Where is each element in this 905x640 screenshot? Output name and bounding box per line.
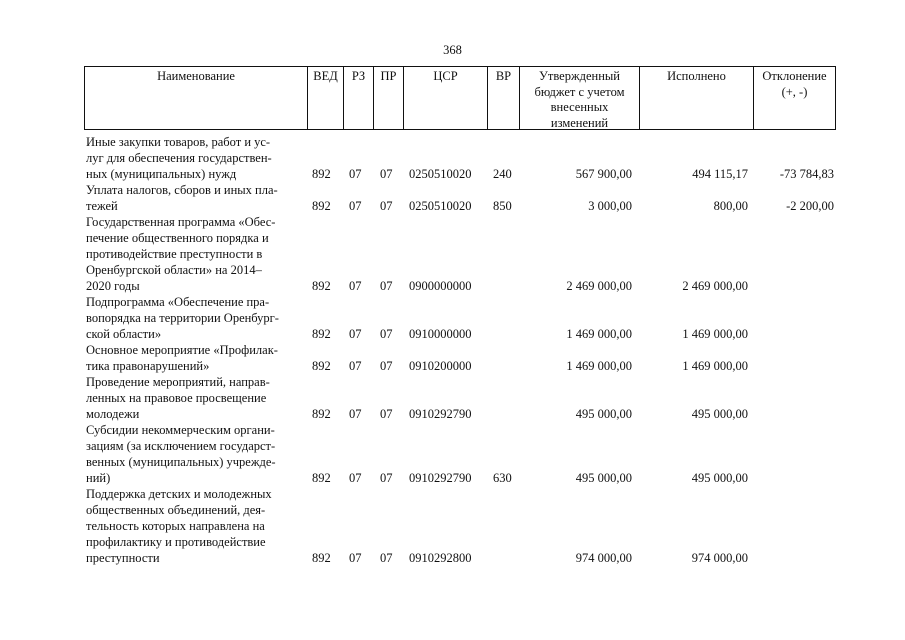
csr-cell: 0250510020	[409, 199, 472, 213]
deviation-cell: -73 784,83	[779, 167, 834, 181]
budget-cell: 3 000,00	[588, 199, 632, 213]
ved-cell: 892	[312, 471, 331, 485]
ved-cell: 892	[312, 551, 331, 565]
header-ved: ВЕД	[308, 67, 344, 129]
table-row	[84, 134, 836, 182]
executed-cell: 1 469 000,00	[682, 327, 748, 341]
pr-cell: 07	[380, 327, 393, 341]
header-rz: РЗ	[344, 67, 374, 129]
csr-cell: 0250510020	[409, 167, 472, 181]
pr-cell: 07	[380, 167, 393, 181]
executed-cell: 495 000,00	[691, 471, 748, 485]
budget-cell: 1 469 000,00	[566, 327, 632, 341]
row-name: Государственная программа «Обес- печение общественного порядка и противодействие преступности в Оренбургской области» на 2014– 2020 годы	[86, 215, 276, 293]
table-row	[84, 182, 836, 214]
rz-cell: 07	[349, 407, 362, 421]
ved-cell: 892	[312, 327, 331, 341]
rz-cell: 07	[349, 471, 362, 485]
executed-cell: 1 469 000,00	[682, 359, 748, 373]
executed-cell: 974 000,00	[691, 551, 748, 565]
table-header	[84, 66, 836, 130]
budget-cell: 2 469 000,00	[566, 279, 632, 293]
vr-cell: 240	[493, 167, 512, 181]
pr-cell: 07	[380, 551, 393, 565]
rz-cell: 07	[349, 167, 362, 181]
vr-cell: 850	[493, 199, 512, 213]
table-row	[84, 374, 836, 422]
rz-cell: 07	[349, 359, 362, 373]
header-budget: Утвержденный бюджет с учетом внесенных изменений	[520, 67, 640, 129]
row-name: Поддержка детских и молодежных общественных объединений, дея- тельность которых направлена на профилактику и противодействие преступности	[86, 487, 272, 565]
header-executed: Исполнено	[640, 67, 754, 129]
rz-cell: 07	[349, 551, 362, 565]
executed-cell: 495 000,00	[691, 407, 748, 421]
header-deviation: Отклонение (+, -)	[762, 69, 827, 99]
ved-cell: 892	[312, 279, 331, 293]
csr-cell: 0910292800	[409, 551, 472, 565]
budget-cell: 1 469 000,00	[566, 359, 632, 373]
table-row	[84, 294, 836, 342]
row-name: Основное мероприятие «Профилак- тика правонарушений»	[86, 343, 278, 373]
budget-cell: 974 000,00	[575, 551, 632, 565]
csr-cell: 0910292790	[409, 471, 472, 485]
pr-cell: 07	[380, 471, 393, 485]
table-row	[84, 342, 836, 374]
rz-cell: 07	[349, 327, 362, 341]
ved-cell: 892	[312, 359, 331, 373]
row-name: Проведение мероприятий, направ- ленных на правовое просвещение молодежи	[86, 375, 270, 421]
pr-cell: 07	[380, 359, 393, 373]
pr-cell: 07	[380, 199, 393, 213]
executed-cell: 494 115,17	[692, 167, 748, 181]
budget-cell: 567 900,00	[575, 167, 632, 181]
header-name: Наименование	[85, 67, 308, 129]
row-name: Субсидии некоммерческим органи- зациям (за исключением государст- венных (муниципальных) учрежде- ний)	[86, 423, 276, 485]
row-name: Уплата налогов, сборов и иных пла- тежей	[86, 183, 278, 213]
csr-cell: 0910200000	[409, 359, 472, 373]
ved-cell: 892	[312, 407, 331, 421]
vr-cell: 630	[493, 471, 512, 485]
page-number: 368	[443, 43, 462, 57]
rz-cell: 07	[349, 199, 362, 213]
ved-cell: 892	[312, 199, 331, 213]
header-pr: ПР	[374, 67, 404, 129]
pr-cell: 07	[380, 407, 393, 421]
ved-cell: 892	[312, 167, 331, 181]
csr-cell: 0900000000	[409, 279, 472, 293]
rz-cell: 07	[349, 279, 362, 293]
table-row	[84, 422, 836, 486]
row-name: Подпрограмма «Обеспечение пра- вопорядка на территории Оренбург- ской области»	[86, 295, 279, 341]
deviation-cell: -2 200,00	[786, 199, 834, 213]
table-row	[84, 486, 836, 566]
executed-cell: 2 469 000,00	[682, 279, 748, 293]
pr-cell: 07	[380, 279, 393, 293]
budget-cell: 495 000,00	[575, 407, 632, 421]
executed-cell: 800,00	[713, 199, 748, 213]
row-name: Иные закупки товаров, работ и ус- луг для обеспечения государствен- ных (муниципальных) нужд	[86, 135, 272, 181]
table-row	[84, 214, 836, 294]
header-vr: ВР	[488, 67, 520, 129]
csr-cell: 0910292790	[409, 407, 472, 421]
header-csr: ЦСР	[404, 67, 488, 129]
csr-cell: 0910000000	[409, 327, 472, 341]
budget-cell: 495 000,00	[575, 471, 632, 485]
